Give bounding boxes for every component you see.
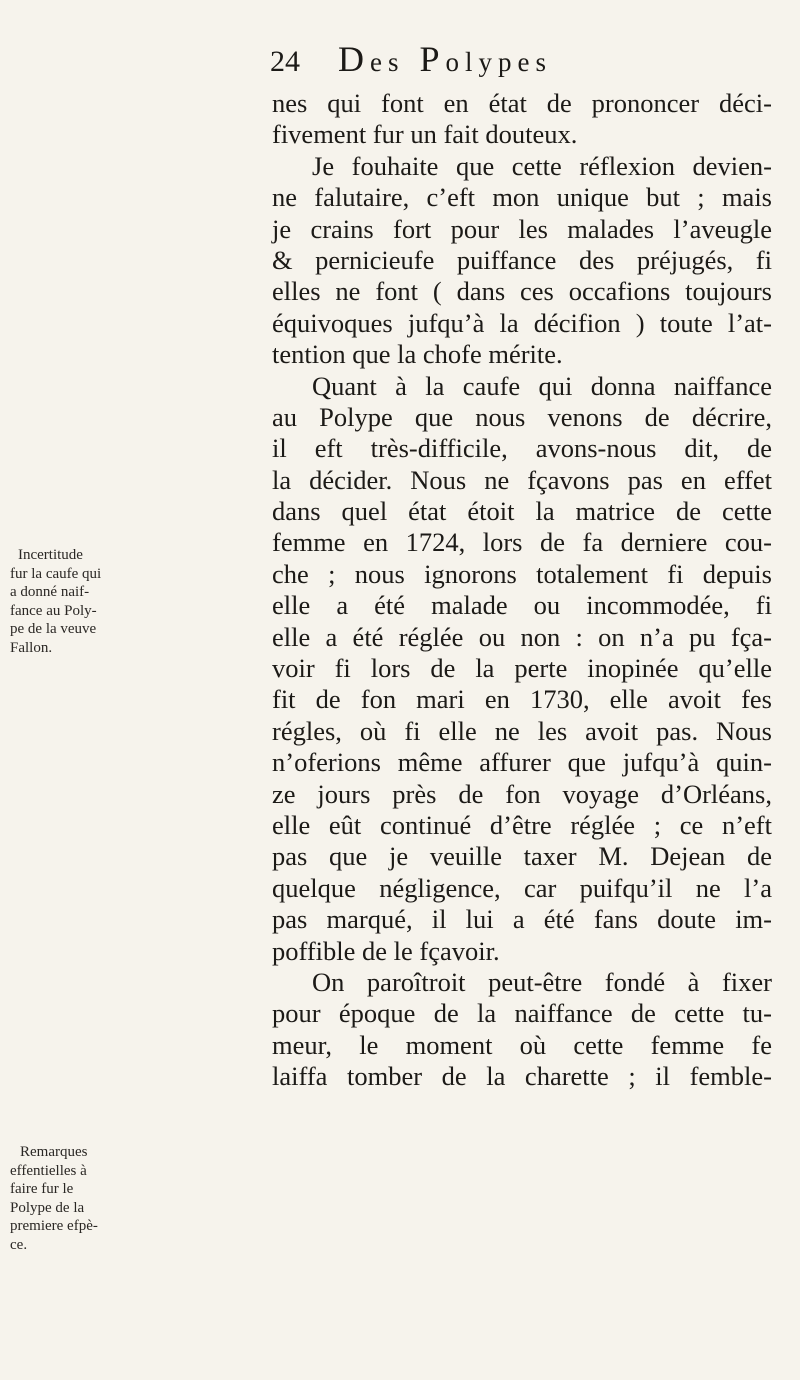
- text-line: pas que je veuille taxer M. Dejean de: [272, 841, 772, 872]
- text-line: pas marqué, il lui a été fans doute im-: [272, 904, 772, 935]
- text-line: fivement fur un fait douteux.: [272, 119, 578, 150]
- text-line: Je fouhaite que cette réflexion devien-: [312, 150, 772, 181]
- text-line: je crains fort pour les malades l’aveugle: [272, 213, 772, 244]
- text-line: femme en 1724, lors de fa derniere cou-: [272, 527, 772, 558]
- text-line: ze jours près de fon voyage d’Orléans,: [272, 778, 772, 809]
- text-line: il eft très-difficile, avons-nous dit, de: [272, 433, 772, 464]
- text-line: & pernicieufe puiffance des préjugés, fi: [272, 244, 772, 275]
- text-line: elle a été malade ou incommodée, fi: [272, 590, 772, 621]
- margin-note-line: Fallon.: [10, 639, 53, 656]
- margin-note-line: Remarques: [20, 1144, 88, 1160]
- text-line: la décider. Nous ne fçavons pas en effet: [272, 464, 772, 495]
- margin-note-line: fance au Poly-: [10, 602, 97, 619]
- text-line: équivoques jufqu’à la décifion ) toute l’at-: [272, 307, 772, 338]
- margin-note-line: pe de la veuve: [10, 621, 97, 637]
- margin-note-remarques: [10, 1143, 134, 1254]
- title-rest-2: olypes: [445, 47, 553, 77]
- text-line: elle eût continué d’être réglée ; ce n’eft: [272, 809, 772, 840]
- body-text: [272, 88, 772, 1093]
- text-line: meur, le moment où cette femme fe: [272, 1029, 772, 1060]
- text-line: elle a été réglée ou non : on n’a pu fça-: [272, 621, 772, 652]
- text-line: au Polype que nous venons de décrire,: [272, 401, 772, 432]
- margin-note-line: effentielles à: [10, 1162, 87, 1179]
- text-line: voir fi lors de la perte inopinée qu’elle: [272, 653, 772, 684]
- margin-note-line: Incertitude: [18, 547, 83, 563]
- text-line: Quant à la caufe qui donna naiffance: [312, 370, 772, 401]
- text-line: On paroîtroit peut-être fondé à fixer: [312, 966, 772, 997]
- text-line: quelque négligence, car puifqu’il ne l’a: [272, 872, 772, 903]
- text-line: pour époque de la naiffance de cette tu-: [272, 998, 772, 1029]
- running-title: [338, 38, 552, 80]
- margin-note-line: a donné naif-: [10, 584, 90, 600]
- text-line: n’oferions même affurer que jufqu’à quin-: [272, 747, 772, 778]
- text-line: ne falutaire, c’eft mon unique but ; mais: [272, 182, 772, 213]
- text-line: fit de fon mari en 1730, elle avoit fes: [272, 684, 772, 715]
- text-line: tention que la chofe mérite.: [272, 339, 563, 370]
- title-rest-1: es: [370, 47, 405, 77]
- text-line: laiffa tomber de la charette ; il femble-: [272, 1061, 772, 1092]
- title-cap-1: D: [338, 39, 370, 79]
- text-line: poffible de le fçavoir.: [272, 935, 500, 966]
- margin-note-line: ce.: [10, 1236, 28, 1253]
- running-head: [270, 38, 552, 78]
- margin-note-line: premiere efpè-: [10, 1218, 98, 1234]
- text-line: che ; nous ignorons totalement fi depuis: [272, 558, 772, 589]
- text-line: dans quel état étoit la matrice de cette: [272, 496, 772, 527]
- margin-note-line: faire fur le: [10, 1181, 74, 1197]
- text-line: nes qui font en état de prononcer déci-: [272, 88, 772, 118]
- page-number: 24: [270, 45, 300, 78]
- text-line: elles ne font ( dans ces occafions toujours: [272, 276, 772, 307]
- margin-note-line: fur la caufe qui: [10, 565, 102, 582]
- margin-note-incertitude: [10, 546, 134, 657]
- margin-note-line: Polype de la: [10, 1199, 85, 1216]
- text-line: régles, où fi elle ne les avoit pas. Nous: [272, 715, 772, 746]
- title-cap-2: P: [419, 39, 446, 79]
